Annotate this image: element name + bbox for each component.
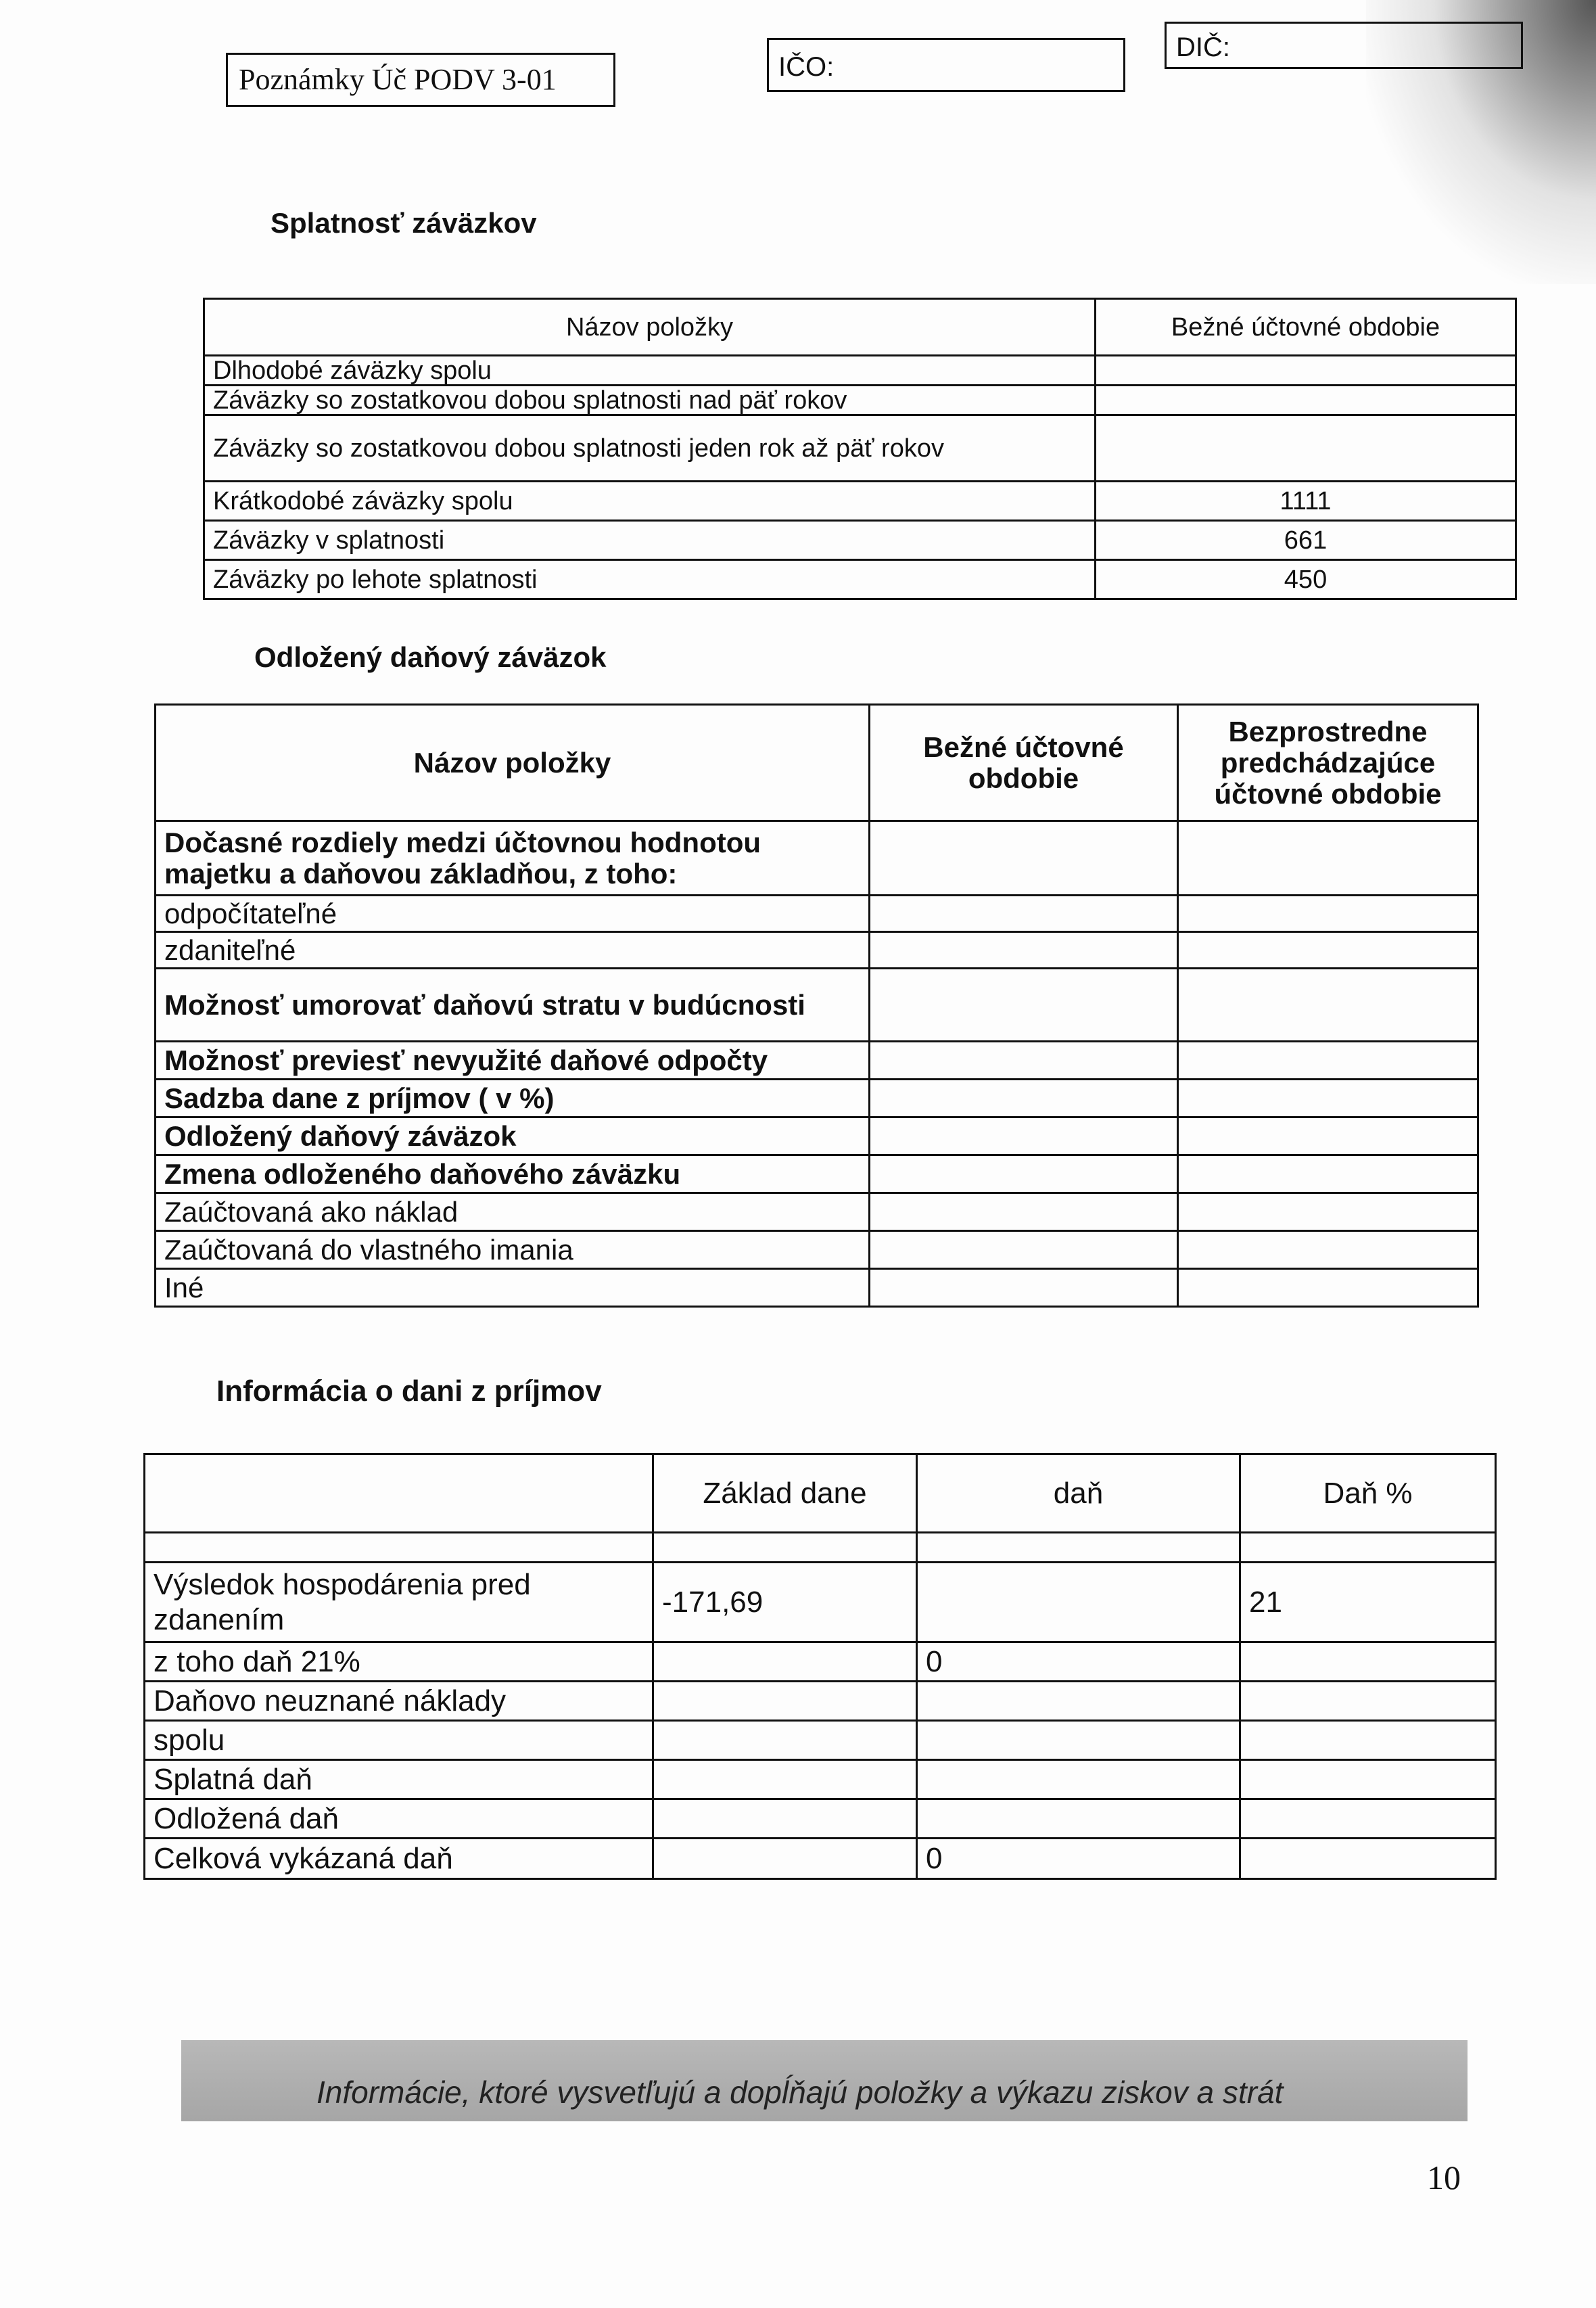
row-label: Záväzky v splatnosti (204, 521, 1096, 560)
row-tax (917, 1563, 1240, 1642)
row-label: zdaniteľné (156, 932, 870, 969)
table-row (156, 821, 1478, 896)
row-base (653, 1839, 917, 1879)
row-previous-value (1178, 896, 1478, 932)
row-label: Daňovo neuznané náklady (145, 1682, 653, 1721)
row-previous-value (1178, 1117, 1478, 1155)
row-label: Celková vykázaná daň (145, 1839, 653, 1879)
row-base (653, 1799, 917, 1839)
table-header-row (204, 299, 1516, 356)
row-tax (917, 1760, 1240, 1799)
table-row (204, 386, 1516, 415)
row-previous-value (1178, 932, 1478, 969)
table-row (156, 1269, 1478, 1307)
table-header-row (156, 705, 1478, 821)
empty-cell (145, 1533, 653, 1563)
row-label: Dočasné rozdiely medzi účtovnou hodnotou majetku a daňovou základňou, z toho: (156, 821, 870, 896)
row-pct (1240, 1799, 1496, 1839)
row-value (1096, 386, 1516, 415)
row-current-value (870, 1193, 1178, 1231)
table-row (156, 1080, 1478, 1117)
row-tax: 0 (917, 1642, 1240, 1682)
row-label: spolu (145, 1721, 653, 1760)
row-previous-value (1178, 1269, 1478, 1307)
col-header-current: Bežné účtovné obdobie (870, 705, 1178, 821)
table-row (156, 1193, 1478, 1231)
row-tax (917, 1682, 1240, 1721)
table-row (204, 356, 1516, 386)
footer-banner (181, 2040, 1468, 2121)
row-label: z toho daň 21% (145, 1642, 653, 1682)
table-row (145, 1563, 1496, 1642)
row-base (653, 1760, 917, 1799)
row-previous-value (1178, 821, 1478, 896)
table-row (156, 1117, 1478, 1155)
col-header-name: Názov položky (156, 705, 870, 821)
row-label: Možnosť previesť nevyužité daňové odpočty (156, 1042, 870, 1080)
row-label: Splatná daň (145, 1760, 653, 1799)
row-value (1096, 356, 1516, 386)
row-pct (1240, 1760, 1496, 1799)
row-label: Krátkodobé záväzky spolu (204, 482, 1096, 521)
section3-title: Informácia o dani z príjmov (216, 1375, 602, 1408)
table-row (156, 1042, 1478, 1080)
row-value (1096, 415, 1516, 482)
section2-title: Odložený daňový záväzok (254, 641, 607, 673)
table-row (145, 1682, 1496, 1721)
row-label: Záväzky so zostatkovou dobou splatnosti nad päť rokov (204, 386, 1096, 415)
table-row (204, 482, 1516, 521)
table-row (204, 560, 1516, 599)
row-current-value (870, 932, 1178, 969)
row-value: 450 (1096, 560, 1516, 599)
col-header-base: Základ dane (653, 1454, 917, 1533)
row-previous-value (1178, 1193, 1478, 1231)
row-current-value (870, 1117, 1178, 1155)
row-label: Možnosť umorovať daňovú stratu v budúcnosti (156, 969, 870, 1042)
row-pct (1240, 1642, 1496, 1682)
col-header-pct: Daň % (1240, 1454, 1496, 1533)
row-tax (917, 1799, 1240, 1839)
row-label: Záväzky po lehote splatnosti (204, 560, 1096, 599)
row-current-value (870, 1231, 1178, 1269)
row-base (653, 1682, 917, 1721)
empty-cell (1240, 1533, 1496, 1563)
table-row (145, 1760, 1496, 1799)
row-tax: 0 (917, 1839, 1240, 1879)
row-pct (1240, 1839, 1496, 1879)
row-current-value (870, 1042, 1178, 1080)
row-value: 1111 (1096, 482, 1516, 521)
ico-label: IČO: (778, 52, 835, 82)
row-previous-value (1178, 1080, 1478, 1117)
form-label: Poznámky Úč PODV 3-01 (239, 63, 557, 96)
row-current-value (870, 896, 1178, 932)
row-value: 661 (1096, 521, 1516, 560)
row-label: Zaúčtovaná do vlastného imania (156, 1231, 870, 1269)
row-label: Záväzky so zostatkovou dobou splatnosti jeden rok až päť rokov (204, 415, 1096, 482)
row-current-value (870, 969, 1178, 1042)
col-header-name: Názov položky (204, 299, 1096, 356)
table-row (156, 969, 1478, 1042)
table-row (145, 1799, 1496, 1839)
dic-label: DIČ: (1176, 32, 1230, 62)
row-base (653, 1642, 917, 1682)
row-current-value (870, 821, 1178, 896)
section3-table (143, 1453, 1497, 1880)
row-label: Výsledok hospodárenia pred zdanením (145, 1563, 653, 1642)
row-label: Odložená daň (145, 1799, 653, 1839)
table-row (156, 1231, 1478, 1269)
dic-field[interactable] (1165, 22, 1523, 69)
table-header-row (145, 1454, 1496, 1533)
row-pct (1240, 1721, 1496, 1760)
ico-field[interactable] (767, 38, 1125, 92)
row-tax (917, 1721, 1240, 1760)
row-previous-value (1178, 1042, 1478, 1080)
table-row (145, 1642, 1496, 1682)
row-label: Zmena odloženého daňového záväzku (156, 1155, 870, 1193)
row-current-value (870, 1269, 1178, 1307)
row-label: Odložený daňový záväzok (156, 1117, 870, 1155)
col-header-tax: daň (917, 1454, 1240, 1533)
row-label: Iné (156, 1269, 870, 1307)
row-base: -171,69 (653, 1563, 917, 1642)
table-row (156, 932, 1478, 969)
col-header-current: Bežné účtovné obdobie (1096, 299, 1516, 356)
row-label: Dlhodobé záväzky spolu (204, 356, 1096, 386)
footer-banner-text: Informácie, ktoré vysvetľujú a dopĺňajú položky a výkazu ziskov a strát (316, 2075, 1284, 2110)
row-previous-value (1178, 969, 1478, 1042)
row-current-value (870, 1080, 1178, 1117)
page-number: 10 (1427, 2159, 1461, 2196)
row-previous-value (1178, 1231, 1478, 1269)
table-row (204, 521, 1516, 560)
table-row (156, 896, 1478, 932)
section1-table (203, 298, 1517, 600)
row-current-value (870, 1155, 1178, 1193)
empty-cell (653, 1533, 917, 1563)
section2-table (154, 703, 1479, 1308)
row-pct (1240, 1682, 1496, 1721)
row-label: odpočítateľné (156, 896, 870, 932)
row-base (653, 1721, 917, 1760)
row-label: Zaúčtovaná ako náklad (156, 1193, 870, 1231)
table-row (156, 1155, 1478, 1193)
spacer-row (145, 1533, 1496, 1563)
table-row (204, 415, 1516, 482)
table-row (145, 1839, 1496, 1879)
row-previous-value (1178, 1155, 1478, 1193)
row-pct: 21 (1240, 1563, 1496, 1642)
table-row (145, 1721, 1496, 1760)
col-header-previous: Bezprostredne predchádzajúce účtovné obdobie (1178, 705, 1478, 821)
form-label-box (226, 53, 615, 107)
empty-cell (917, 1533, 1240, 1563)
row-label: Sadzba dane z príjmov ( v %) (156, 1080, 870, 1117)
section1-title: Splatnosť záväzkov (271, 207, 537, 239)
col-header-empty (145, 1454, 653, 1533)
